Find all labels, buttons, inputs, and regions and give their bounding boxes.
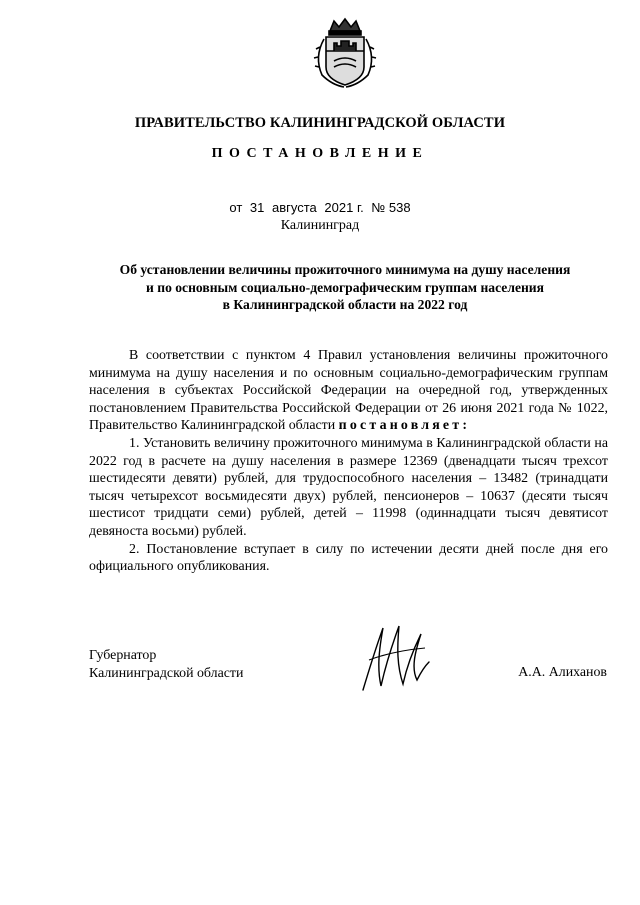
subject-line: Об установлении величины прожиточного минимума на душу населения (119, 262, 571, 277)
date-day: 31 (249, 200, 265, 215)
document-subject (60, 261, 630, 314)
signatory-position (89, 647, 243, 683)
document-number: № 538 (371, 200, 411, 215)
handwritten-signature (355, 620, 435, 695)
date-prefix: от (229, 200, 243, 215)
document-body (89, 347, 608, 576)
date-month: августа (272, 200, 317, 215)
document-type: ПОСТАНОВЛЕНИЕ (211, 146, 429, 161)
government-title: ПРАВИТЕЛЬСТВО КАЛИНИНГРАДСКОЙ ОБЛАСТИ (134, 115, 506, 131)
subject-line: в Калининградской области на 2022 год (222, 297, 468, 312)
signatory-name: А.А. Алиханов (518, 665, 607, 680)
decree-word: постановляет: (338, 418, 471, 434)
item-1: 1. Установить величину прожиточного минимума в Калининградской области на 2022 год в расчете на душу населения в размере 12369 (двенадцати тысяч трехсот шестидесяти девяти) рублей, для трудоспособного населения – 13482 (тринадцати тысяч четырехсот восьмидесяти двух) рублей, пенсионеров – 10637 (десяти тысяч шестисот тридцати семи) рублей, детей – 11998 (одиннадцати тысяч девятисот девяноста восьми) рублей. (89, 435, 608, 539)
position-line: Калининградской области (89, 666, 244, 681)
intro-text: В соответствии с пунктом 4 Правил установления величины прожиточного минимума на душу населения и по основным социально-демографическим группам населения в субъектах Российской Федерации на очередной год, утвержденных постановлением Правительства Российской Федерации от 26 июня 2021 года № 1022, Правительство Калининградской области (89, 348, 608, 434)
intro-paragraph (89, 347, 608, 435)
date-year: 2021 г. (324, 200, 364, 215)
date-line (0, 200, 640, 215)
position-line: Губернатор (89, 648, 157, 663)
city: Калининград (280, 218, 360, 233)
subject-line: и по основным социально-демографическим группам населения (146, 279, 544, 295)
item-2: 2. Постановление вступает в силу по истечении десяти дней после дня его официального опубликования. (89, 541, 608, 575)
coat-of-arms-icon (308, 17, 382, 89)
